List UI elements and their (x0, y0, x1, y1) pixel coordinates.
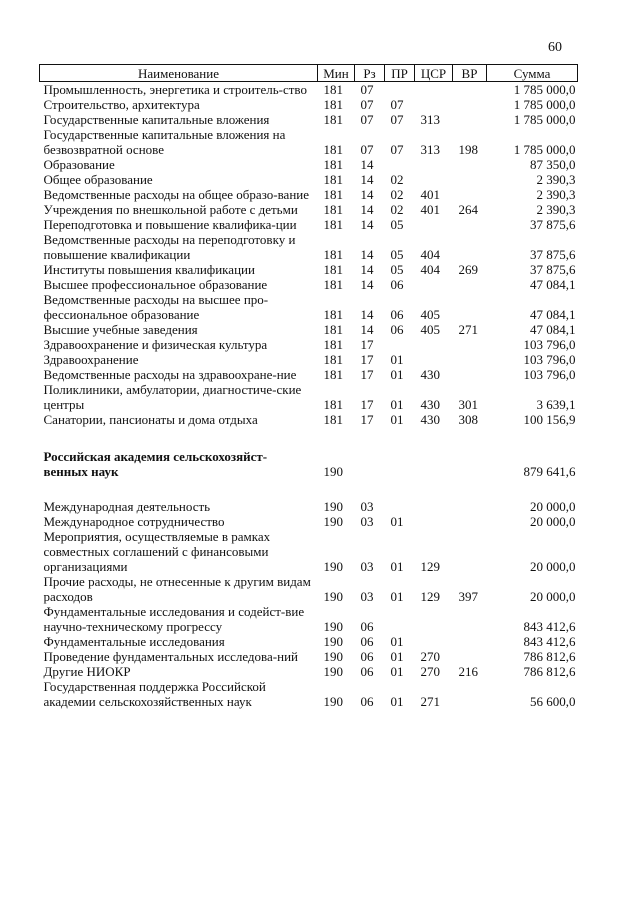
row-vr: 308 (458, 412, 478, 427)
table-row (40, 574, 578, 604)
table-row (40, 172, 578, 187)
row-csr: 405 (420, 307, 440, 322)
row-min: 181 (323, 172, 343, 187)
row-name: Строительство, архитектура (43, 97, 200, 112)
row-vr (453, 187, 487, 202)
table-row (40, 352, 578, 367)
row-pr: 07 (390, 112, 404, 127)
row-pr: 06 (390, 307, 404, 322)
row-pr: 07 (390, 142, 404, 157)
row-csr (415, 514, 453, 529)
row-sum: 37 875,6 (530, 247, 576, 262)
row-sum: 20 000,0 (530, 589, 576, 604)
row-sum: 786 812,6 (523, 649, 576, 664)
row-name: Ведомственные расходы на здравоохране-ние (43, 367, 297, 382)
row-sum: 103 796,0 (523, 352, 576, 367)
row-min: 181 (323, 112, 343, 127)
row-csr: 401 (420, 187, 440, 202)
row-vr (453, 604, 487, 634)
row-rz: 14 (360, 172, 374, 187)
row-sum: 2 390,3 (536, 172, 576, 187)
row-min: 190 (323, 514, 343, 529)
table-row (40, 679, 578, 709)
row-pr: 01 (390, 352, 404, 367)
row-name: Мероприятия, осуществляемые в рамках совместных соглашений с финансовыми организациями (43, 529, 271, 574)
row-min: 181 (323, 217, 343, 232)
row-pr: 01 (390, 559, 404, 574)
row-csr: 430 (420, 367, 440, 382)
row-sum: 47 084,1 (530, 277, 576, 292)
row-name: Переподготовка и повышение квалифика-ции (43, 217, 297, 232)
header-name: Наименование (40, 65, 318, 82)
row-pr: 01 (390, 664, 404, 679)
table-row (40, 97, 578, 112)
row-sum: 2 390,3 (536, 187, 576, 202)
row-sum: 843 412,6 (523, 634, 576, 649)
table-row (40, 322, 578, 337)
row-pr: 01 (390, 589, 404, 604)
header-vr: ВР (453, 65, 487, 82)
table-row (40, 187, 578, 202)
row-name: Ведомственные расходы на общее образо-вание (43, 187, 309, 202)
row-csr: 401 (420, 202, 440, 217)
row-min: 181 (323, 352, 343, 367)
row-csr (415, 97, 453, 112)
header-csr: ЦСР (415, 65, 453, 82)
row-pr (385, 82, 415, 98)
row-rz: 14 (360, 262, 374, 277)
row-sum: 1 785 000,0 (513, 112, 576, 127)
row-vr (453, 172, 487, 187)
row-min: 181 (323, 322, 343, 337)
row-sum: 20 000,0 (530, 514, 576, 529)
row-name: Общее образование (43, 172, 153, 187)
row-name: Государственные капитальные вложения на безвозвратной основе (43, 127, 286, 157)
row-vr: 301 (458, 397, 478, 412)
row-name: Международное сотрудничество (43, 514, 225, 529)
row-csr: 270 (420, 664, 440, 679)
row-csr: 270 (420, 649, 440, 664)
row-csr (415, 634, 453, 649)
row-vr (453, 112, 487, 127)
row-min: 190 (323, 589, 343, 604)
row-vr (453, 367, 487, 382)
row-pr: 05 (390, 247, 404, 262)
row-min: 181 (323, 202, 343, 217)
table-row (40, 157, 578, 172)
table-header-row (40, 65, 578, 82)
row-pr: 05 (390, 262, 404, 277)
table-row (40, 112, 578, 127)
row-rz: 06 (360, 664, 374, 679)
row-rz: 03 (360, 499, 374, 514)
row-pr: 01 (390, 634, 404, 649)
row-min: 181 (323, 142, 343, 157)
row-vr (453, 232, 487, 262)
row-csr: 129 (420, 559, 440, 574)
row-vr (453, 292, 487, 322)
row-csr (415, 337, 453, 352)
row-name: Промышленность, энергетика и строитель-ство (43, 82, 307, 97)
row-name: Учреждения по внешкольной работе с детьми (43, 202, 298, 217)
row-vr (453, 82, 487, 98)
header-rz: Рз (355, 65, 385, 82)
page-number: 60 (548, 40, 562, 55)
row-vr (453, 649, 487, 664)
row-min: 181 (323, 397, 343, 412)
row-rz: 14 (360, 217, 374, 232)
row-pr (385, 449, 415, 479)
table-body (40, 82, 578, 710)
table-row (40, 514, 578, 529)
row-name: Санатории, пансионаты и дома отдыха (43, 412, 258, 427)
row-pr: 06 (390, 322, 404, 337)
row-sum: 1 785 000,0 (513, 97, 576, 112)
table-row (40, 232, 578, 262)
row-name: Международная деятельность (43, 499, 211, 514)
table-row (40, 604, 578, 634)
row-pr: 01 (390, 367, 404, 382)
row-rz: 06 (360, 649, 374, 664)
header-pr: ПР (385, 65, 415, 82)
row-pr: 01 (390, 514, 404, 529)
row-rz: 17 (360, 367, 374, 382)
row-sum: 87 350,0 (530, 157, 576, 172)
row-name: Другие НИОКР (43, 664, 131, 679)
row-name: Поликлиники, амбулатории, диагностиче-ские центры (43, 382, 302, 412)
row-rz: 07 (360, 97, 374, 112)
row-name: Ведомственные расходы на высшее про-фессиональное образование (43, 292, 269, 322)
row-pr: 01 (390, 649, 404, 664)
row-csr (415, 82, 453, 98)
row-pr: 01 (390, 694, 404, 709)
row-rz: 14 (360, 307, 374, 322)
row-min: 190 (323, 664, 343, 679)
row-vr (453, 337, 487, 352)
row-min: 181 (323, 247, 343, 262)
row-name: Высшие учебные заведения (43, 322, 198, 337)
row-name: Здравоохранение (43, 352, 139, 367)
row-pr (385, 604, 415, 634)
row-min: 181 (323, 277, 343, 292)
row-csr (415, 217, 453, 232)
row-rz: 06 (360, 634, 374, 649)
table-row (40, 412, 578, 427)
row-vr (453, 157, 487, 172)
row-rz: 14 (360, 202, 374, 217)
row-rz: 14 (360, 322, 374, 337)
row-min: 190 (323, 464, 343, 479)
row-rz: 07 (360, 142, 374, 157)
row-vr: 269 (458, 262, 478, 277)
row-pr: 02 (390, 172, 404, 187)
row-csr: 129 (420, 589, 440, 604)
row-csr (415, 352, 453, 367)
row-vr (453, 514, 487, 529)
row-sum: 37 875,6 (530, 262, 576, 277)
table-row (40, 649, 578, 664)
row-min: 190 (323, 619, 343, 634)
row-sum: 1 785 000,0 (513, 142, 576, 157)
row-vr (453, 529, 487, 574)
row-pr: 07 (390, 97, 404, 112)
table-row (40, 367, 578, 382)
table-row (40, 217, 578, 232)
row-vr (453, 449, 487, 479)
row-sum: 843 412,6 (523, 619, 576, 634)
table-row (40, 277, 578, 292)
table-row (40, 499, 578, 514)
row-sum: 20 000,0 (530, 499, 576, 514)
row-csr: 313 (420, 112, 440, 127)
row-min: 190 (323, 649, 343, 664)
table-row (40, 382, 578, 412)
row-min: 181 (323, 82, 343, 97)
row-name: Ведомственные расходы на переподготовку и повышение квалификации (43, 232, 296, 262)
row-vr (453, 217, 487, 232)
table-row (40, 634, 578, 649)
row-csr (415, 157, 453, 172)
row-pr (385, 157, 415, 172)
row-min: 181 (323, 187, 343, 202)
row-name: Государственная поддержка Российской академии сельскохозяйственных наук (43, 679, 266, 709)
row-csr: 271 (420, 694, 440, 709)
row-csr (415, 604, 453, 634)
header-sum: Сумма (487, 65, 578, 82)
header-min: Мин (318, 65, 355, 82)
row-rz: 14 (360, 247, 374, 262)
row-csr (415, 499, 453, 514)
row-vr: 397 (458, 589, 478, 604)
row-pr: 01 (390, 397, 404, 412)
row-csr (415, 277, 453, 292)
row-csr: 430 (420, 397, 440, 412)
row-min: 190 (323, 634, 343, 649)
row-vr (453, 277, 487, 292)
row-pr: 02 (390, 202, 404, 217)
row-min: 181 (323, 97, 343, 112)
row-vr: 264 (458, 202, 478, 217)
row-rz: 14 (360, 277, 374, 292)
row-rz: 03 (360, 589, 374, 604)
row-name: Фундаментальные исследования и содейст-вие научно-техническому прогрессу (43, 604, 305, 634)
row-pr: 01 (390, 412, 404, 427)
budget-table (39, 64, 578, 709)
row-vr (453, 352, 487, 367)
table-row (40, 262, 578, 277)
row-rz: 06 (360, 694, 374, 709)
row-name: Российская академия сельскохозяйст-венных наук (43, 449, 268, 479)
row-rz: 07 (360, 82, 374, 97)
row-rz: 07 (360, 112, 374, 127)
row-sum: 103 796,0 (523, 337, 576, 352)
row-sum: 47 084,1 (530, 322, 576, 337)
row-min: 181 (323, 412, 343, 427)
row-sum: 2 390,3 (536, 202, 576, 217)
row-rz (355, 449, 385, 479)
row-vr: 271 (458, 322, 478, 337)
row-rz: 14 (360, 187, 374, 202)
row-pr (385, 337, 415, 352)
row-vr (453, 679, 487, 709)
row-csr: 430 (420, 412, 440, 427)
row-rz: 06 (360, 619, 374, 634)
row-min: 181 (323, 337, 343, 352)
row-vr (453, 499, 487, 514)
row-rz: 03 (360, 514, 374, 529)
row-min: 181 (323, 307, 343, 322)
row-csr: 404 (420, 247, 440, 262)
table-row (40, 292, 578, 322)
row-name: Прочие расходы, не отнесенные к другим видам расходов (43, 574, 311, 604)
row-sum: 37 875,6 (530, 217, 576, 232)
row-vr (453, 634, 487, 649)
row-name: Образование (43, 157, 115, 172)
row-min: 181 (323, 262, 343, 277)
row-vr: 198 (458, 142, 478, 157)
table-row (40, 337, 578, 352)
row-sum: 3 639,1 (536, 397, 576, 412)
row-sum: 879 641,6 (523, 464, 576, 479)
row-min: 190 (323, 499, 343, 514)
row-csr: 404 (420, 262, 440, 277)
row-name: Фундаментальные исследования (43, 634, 225, 649)
table-row (40, 449, 578, 479)
row-sum: 1 785 000,0 (513, 82, 576, 97)
row-name: Здравоохранение и физическая культура (43, 337, 268, 352)
row-pr: 06 (390, 277, 404, 292)
row-vr (453, 97, 487, 112)
table-row (40, 202, 578, 217)
section-spacer (40, 427, 578, 449)
row-rz: 14 (360, 157, 374, 172)
row-sum: 103 796,0 (523, 367, 576, 382)
row-sum: 47 084,1 (530, 307, 576, 322)
row-csr: 405 (420, 322, 440, 337)
row-pr (385, 499, 415, 514)
row-name: Проведение фундаментальных исследова-ний (43, 649, 298, 664)
table-row (40, 664, 578, 679)
row-rz: 17 (360, 337, 374, 352)
row-csr (415, 172, 453, 187)
row-rz: 17 (360, 412, 374, 427)
row-min: 181 (323, 157, 343, 172)
table-row (40, 82, 578, 98)
row-name: Институты повышения квалификации (43, 262, 255, 277)
table-row (40, 529, 578, 574)
row-sum: 100 156,9 (523, 412, 576, 427)
row-csr: 313 (420, 142, 440, 157)
row-sum: 786 812,6 (523, 664, 576, 679)
row-rz: 17 (360, 397, 374, 412)
row-min: 190 (323, 694, 343, 709)
row-name: Государственные капитальные вложения (43, 112, 270, 127)
row-name: Высшее профессиональное образование (43, 277, 268, 292)
row-rz: 17 (360, 352, 374, 367)
row-sum: 20 000,0 (530, 559, 576, 574)
row-pr: 02 (390, 187, 404, 202)
row-pr: 05 (390, 217, 404, 232)
row-sum: 56 600,0 (530, 694, 576, 709)
row-csr (415, 449, 453, 479)
row-min: 181 (323, 367, 343, 382)
table-row (40, 127, 578, 157)
section-spacer (40, 479, 578, 499)
row-min: 190 (323, 559, 343, 574)
row-rz: 03 (360, 559, 374, 574)
row-vr: 216 (458, 664, 478, 679)
